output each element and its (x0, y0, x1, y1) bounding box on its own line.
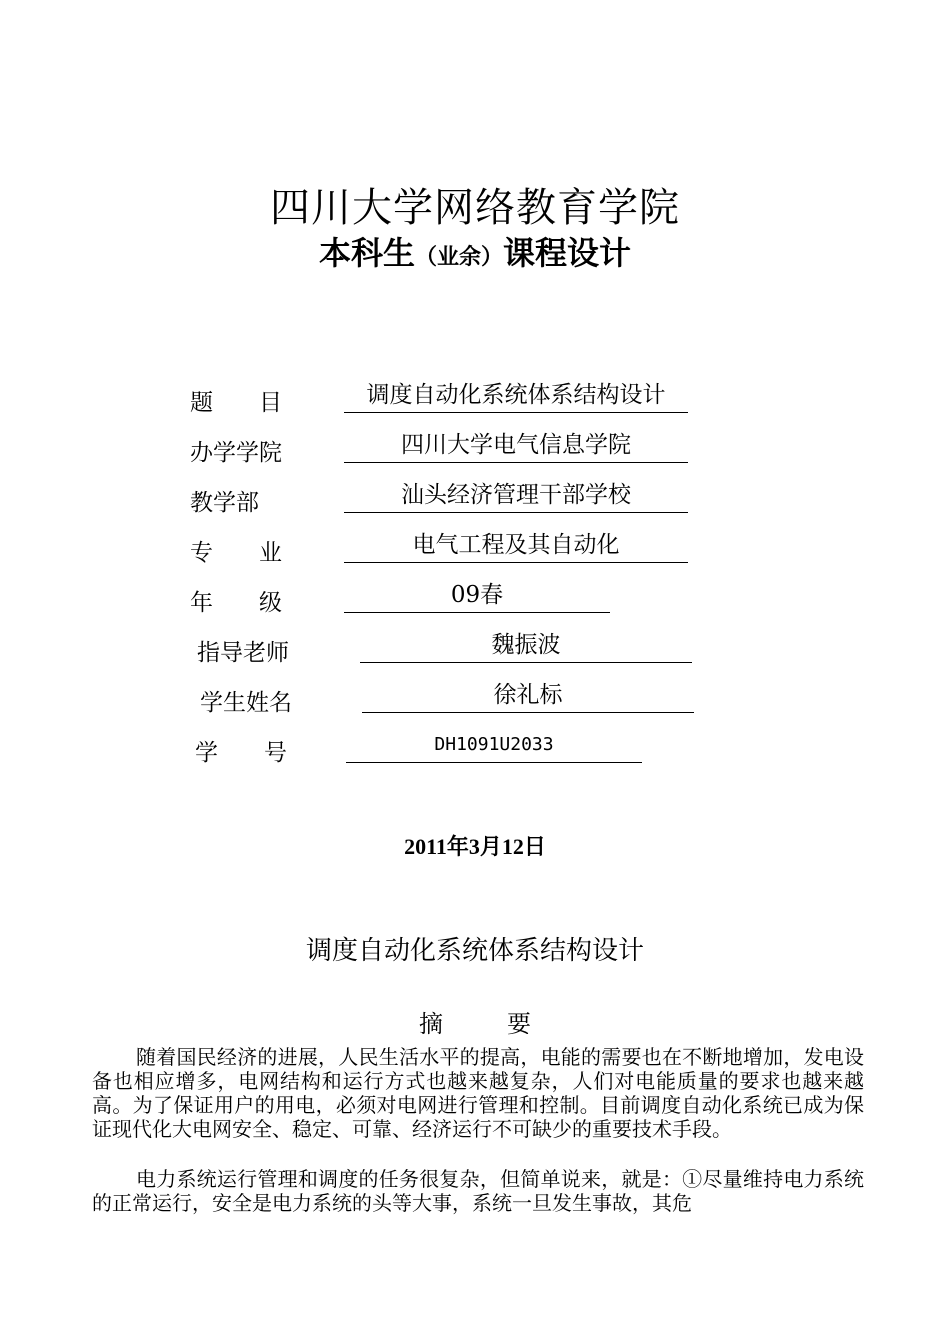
field-label-department: 教学部 (190, 490, 259, 516)
field-value-major: 电气工程及其自动化 (344, 530, 688, 563)
field-value-college: 四川大学电气信息学院 (344, 430, 688, 463)
abstract-heading-char-1: 摘 (419, 1010, 443, 1038)
course-prefix: 本科生 (318, 234, 415, 272)
paper-title: 调度自动化系统体系结构设计 (305, 936, 644, 966)
field-label-advisor: 指导老师 (197, 640, 289, 666)
field-label-grade: 年 级 (190, 590, 282, 616)
field-label-student-id: 学 号 (195, 740, 287, 766)
course-paren: （业余） (414, 244, 503, 270)
submission-date: 2011年3月12日 (404, 834, 546, 859)
course-suffix: 课程设计 (503, 234, 632, 272)
abstract-heading (0, 1004, 950, 1039)
field-value-student-id: DH1091U2033 (346, 730, 642, 763)
abstract-heading-char-2: 要 (507, 1010, 531, 1038)
field-value-department: 汕头经济管理干部学校 (344, 480, 688, 513)
field-label-student-name: 学生姓名 (200, 690, 292, 716)
course-title (0, 228, 950, 274)
field-value-grade: 09春 (344, 580, 610, 613)
field-value-student-name: 徐礼标 (362, 680, 694, 713)
university-title: 四川大学网络教育学院 (270, 185, 680, 231)
abstract-paragraph-2: 电力系统运行管理和调度的任务很复杂，但简单说来，就是：①尽量维持电力系统的正常运行，安全是电力系统的头等大事，系统一旦发生事故，其危 (92, 1167, 864, 1215)
field-label-college: 办学学院 (190, 440, 282, 466)
abstract-paragraph-1: 随着国民经济的进展，人民生活水平的提高，电能的需要也在不断地增加，发电设备也相应增多，电网结构和运行方式也越来越复杂，人们对电能质量的要求也越来越高。为了保证用户的用电，必须对电网进行管理和控制。目前调度自动化系统已成为保证现代化大电网安全、稳定、可靠、经济运行不可缺少的重要技术手段。 (92, 1045, 864, 1141)
field-value-advisor: 魏振波 (360, 630, 692, 663)
field-label-topic: 题 目 (190, 390, 282, 416)
field-value-topic: 调度自动化系统体系结构设计 (344, 380, 688, 413)
field-label-major: 专 业 (190, 540, 282, 566)
